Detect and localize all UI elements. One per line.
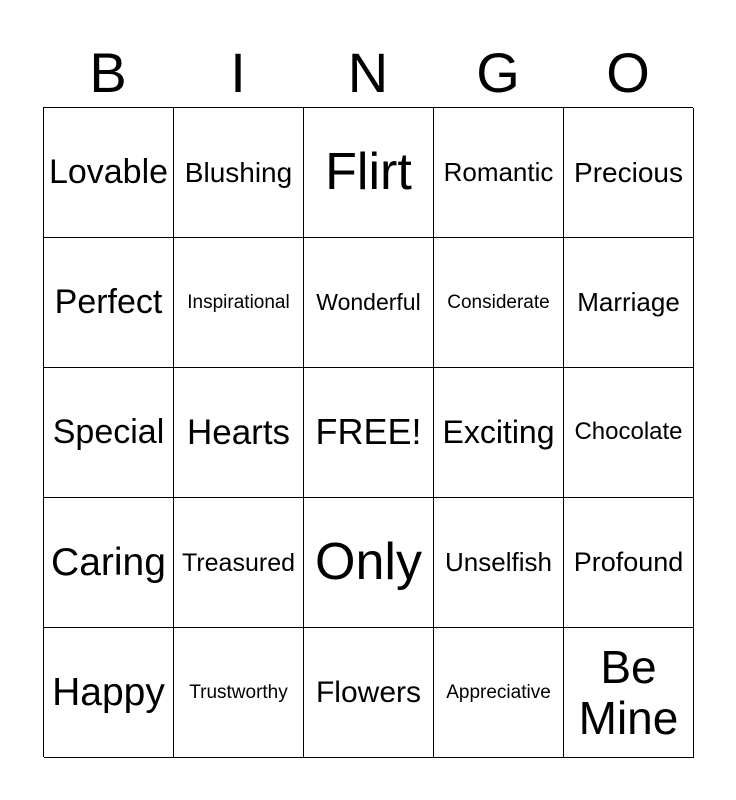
bingo-board [43, 107, 693, 757]
bingo-cell: Profound [564, 498, 694, 628]
bingo-cell: Inspirational [174, 238, 304, 368]
bingo-cell: Chocolate [564, 368, 694, 498]
bingo-cell: Happy [44, 628, 174, 758]
bingo-cell: Considerate [434, 238, 564, 368]
bingo-cell free-space: FREE! [304, 368, 434, 498]
bingo-cell: Romantic [434, 108, 564, 238]
header-letter-g: G [476, 41, 520, 104]
header-letter-n: N [347, 41, 389, 104]
header-letter-o: O [606, 41, 650, 104]
bingo-cell: Exciting [434, 368, 564, 498]
bingo-cell: Hearts [174, 368, 304, 498]
bingo-cell: Trustworthy [174, 628, 304, 758]
bingo-cell: Lovable [44, 108, 174, 238]
bingo-cell: Precious [564, 108, 694, 238]
bingo-cell: Unselfish [434, 498, 564, 628]
bingo-cell: Marriage [564, 238, 694, 368]
bingo-cell: Flirt [304, 108, 434, 238]
bingo-cell: Appreciative [434, 628, 564, 758]
bingo-cell: Caring [44, 498, 174, 628]
header-letter-b: B [89, 41, 127, 104]
bingo-cell: Perfect [44, 238, 174, 368]
bingo-cell: Blushing [174, 108, 304, 238]
bingo-cell: Flowers [304, 628, 434, 758]
bingo-cell: Be Mine [564, 628, 694, 758]
bingo-header [43, 40, 693, 106]
bingo-cell: Only [304, 498, 434, 628]
bingo-cell: Treasured [174, 498, 304, 628]
header-letter-i: I [230, 41, 246, 104]
bingo-cell: Special [44, 368, 174, 498]
bingo-cell: Wonderful [304, 238, 434, 368]
